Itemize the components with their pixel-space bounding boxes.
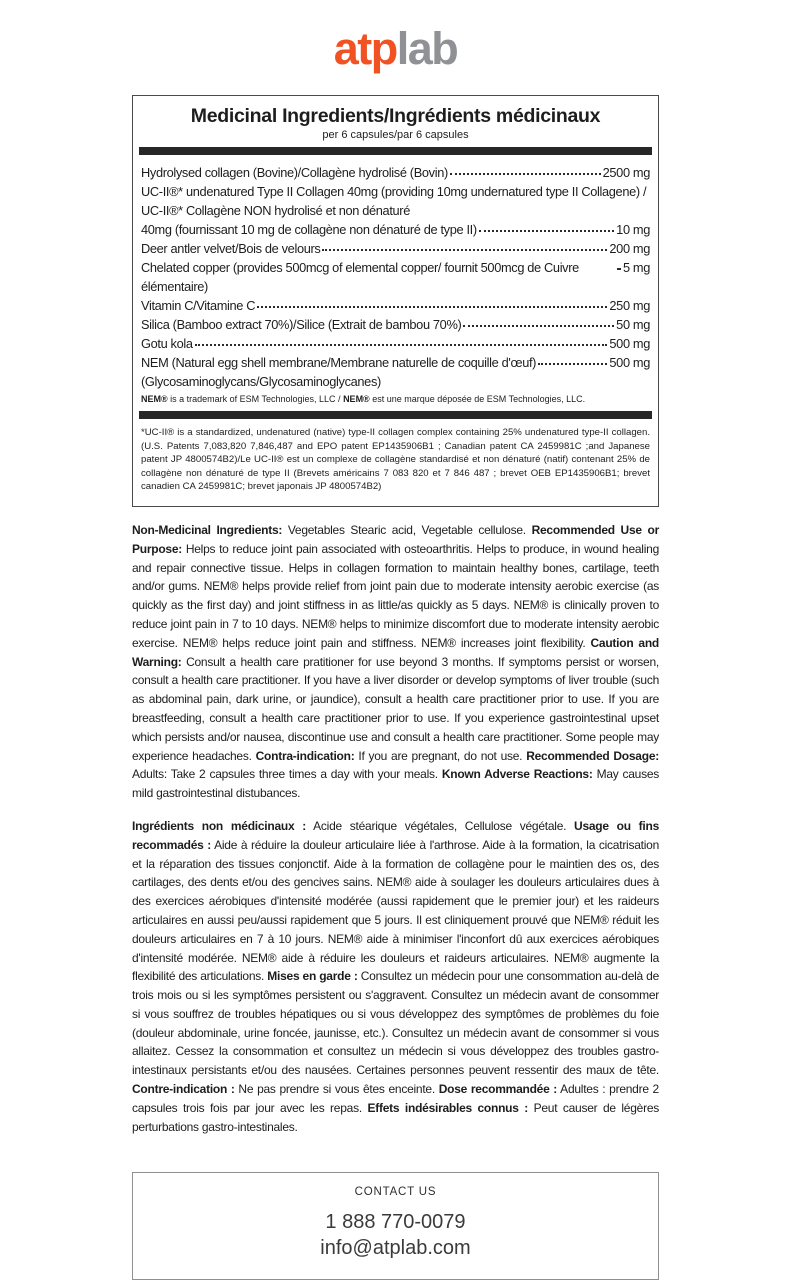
ingredient-amount: 50 mg bbox=[616, 317, 650, 332]
ingredient-amount: 200 mg bbox=[609, 241, 650, 256]
ingredient-label: Hydrolysed collagen (Bovine)/Collagène hydrolisé (Bovin) bbox=[141, 165, 448, 180]
logo-atp: atp bbox=[333, 23, 397, 74]
ingredient-pre-lines: UC-II®* undenatured Type II Collagen 40mg (providing 10mg undernatured type II Collagene) / UC-II®* Collagène NON hydrolisé et non dénaturé bbox=[141, 184, 647, 218]
ingredient-label: 40mg (fournissant 10 mg de collagène non dénaturé de type II) bbox=[141, 222, 477, 237]
content-column bbox=[132, 95, 659, 1280]
ingredient-row bbox=[141, 182, 650, 239]
ingredient-amount: 10 mg bbox=[616, 222, 650, 237]
ingredient-label: NEM (Natural egg shell membrane/Membrane naturelle de coquille d'œuf) bbox=[141, 355, 537, 370]
french-info-paragraph: Ingrédients non médicinaux : Acide stéarique végétales, Cellulose végétale. Usage ou fins recommadés : Aide à réduire la douleur articulaire liée à l'arthrose. Aide à la formation, la cicatrisation et la réparation des tissues conjonctif. Aide à la formation de collagène pour le maintien des os, des cartilages, des dents et/ou des gencives sains. NEM® aide à soulager les douleurs articulaires dues à des exercices aérobiques d'intensité modérée (aussi rapidement que le premier jour) et les raideurs articulaires en aussi peu/aussi rapidement que 5 jours. Il est cliniquement prouvé que NEM® réduit les douleurs articulaires en 7 à 10 jours. NEM® aide à minimiser l'inconfort dû aux exercices aérobiques d'intensité modérée. NEM® aide à réduire les douleurs et raideurs articulaires. NEM® augmente la flexibilité des articulations. Mises en garde : Consultez un médecin pour une consommation au-delà de trois mois ou si les symptômes persistent ou s'aggravent. Consultez un médecin avant de consommer si vous souffrez de troubles hépatiques ou si vous développez des symptômes de problèmes du foie (douleur abdominale, urine foncée, jaunisse, etc.). Consultez un médecin avant de consommer si vous allaitez. Cessez la consommation et consultez un médecin si vous développez des troubles gastro-intestinaux persistants et/ou des nausées. Certaines personnes peuvent ressentir des maux de tête. Contre-indication : Ne pas prendre si vous êtes enceinte. Dose recommandée : Adultes : prendre 2 capsules trois fois par jour avec les repas. Effets indésirables connus : Peut causer de légères perturbations gastro-intestinales. bbox=[132, 818, 660, 1134]
ingredient-leader-row bbox=[141, 239, 650, 258]
panel-subtitle: per 6 capsules/par 6 capsules bbox=[322, 129, 469, 141]
ingredient-row bbox=[141, 163, 650, 182]
ingredient-amount: 500 mg bbox=[609, 355, 650, 370]
contact-phone: 1 888 770-0079 bbox=[325, 1211, 466, 1234]
ingredient-leader-row bbox=[141, 334, 650, 353]
ucii-patent-footnote: *UC-II® is a standardized, undenatured (native) type-II collagen complex containing 25% undenatured type-II collagen. (U.S. Patents 7,083,820 7,846,487 and EPO patent EP1435906B1 ; Canadian patent CA 2459981C ;and Japanese patent JP 4800574B2)/Le UC-II® est un complexe de collagène standardisé et non dénaturé (natif) contenant 25% de collagène non dénaturé de type II (Brevets américains 7 083 820 et 7 846 487 ; brevet OEB EP1435906B1; brevet canadien CA 2459981C; brevet japonais JP 4800574B2) bbox=[141, 427, 650, 493]
ingredient-leader-row bbox=[141, 163, 650, 182]
ingredient-leader-row bbox=[141, 296, 650, 315]
ingredient-row bbox=[141, 296, 650, 315]
logo-lab: lab bbox=[396, 23, 458, 74]
ingredient-leader-row bbox=[141, 220, 650, 239]
panel-title: Medicinal Ingredients/Ingrédients médicinaux bbox=[190, 105, 601, 127]
nem-trademark-note: NEM® is a trademark of ESM Technologies, LLC / NEM® est une marque déposée de ESM Technologies, LLC. bbox=[141, 394, 586, 404]
ingredient-label: Chelated copper (provides 500mcg of elemental copper/ fournit 500mcg de Cuivre élémentaire) bbox=[141, 260, 579, 294]
ingredient-leader-row bbox=[141, 258, 650, 296]
ingredient-row bbox=[141, 258, 650, 296]
ingredient-row bbox=[141, 353, 650, 391]
atplab-logo bbox=[0, 23, 791, 74]
ingredient-leader-row bbox=[141, 315, 650, 334]
ingredient-label: Silica (Bamboo extract 70%)/Silice (Extrait de bambou 70%) bbox=[141, 317, 462, 332]
ingredient-label: Vitamin C/Vitamine C bbox=[141, 298, 256, 313]
ingredient-list bbox=[138, 161, 653, 391]
contact-heading: CONTACT US bbox=[354, 1186, 437, 1199]
ingredient-amount: 5 mg bbox=[622, 260, 650, 275]
ingredient-row bbox=[141, 315, 650, 334]
contact-email: info@atplab.com bbox=[320, 1237, 471, 1260]
english-info-paragraph: Non-Medicinal Ingredients: Vegetables Stearic acid, Vegetable cellulose. Recommended Use or Purpose: Helps to reduce joint pain associated with osteoarthritis. Helps to produce, in wound healing and repair connective tissue. Helps in collagen formation to maintain healthy bones, cartilage, teeth and/or gums. NEM® helps provide relief from joint pain due to moderate intensity aerobic exercise (as quickly as the first day) and joint stiffness in as little/as quickly as 5 days. NEM® is clinically proven to reduce joint pain in 7 to 10 days. NEM® helps to minimize discomfort due to moderate intensity aerobic exercise. NEM® helps reduce joint pain and stiffness. NEM® increases joint flexibility. Caution and Warning: Consult a health care pratitioner for use beyond 3 months. If symptoms persist or worsen, consult a health care practitioner. If you have a liver disorder or develop symptoms of liver trouble (such as abdominal pain, dark urine, or jaundice), consult a health care practitioner prior to use. If you are breastfeeding, consult a health care practitioner prior to use. If you experience gastrointestinal upset which persists and/or nausea, discontinue use and consult a health care practitioner. Some people may experience headaches. Contra-indication: If you are pregnant, do not use. Recommended Dosage: Adults: Take 2 capsules three times a day with your meals. Known Adverse Reactions: May causes mild gastrointestinal distubances. bbox=[132, 522, 660, 801]
ingredient-label: Deer antler velvet/Bois de velours bbox=[141, 241, 321, 256]
ingredient-amount: 500 mg bbox=[609, 336, 650, 351]
ingredient-row bbox=[141, 334, 650, 353]
ingredient-post-lines: (Glycosaminoglycans/Glycosaminoglycanes) bbox=[141, 374, 381, 389]
ingredient-leader-row bbox=[141, 353, 650, 372]
contact-box bbox=[132, 1172, 659, 1280]
ingredient-label: Gotu kola bbox=[141, 336, 193, 351]
ingredient-amount: 2500 mg bbox=[602, 165, 650, 180]
ingredient-amount: 250 mg bbox=[609, 298, 650, 313]
divider-bar-top bbox=[139, 147, 652, 155]
medicinal-ingredients-panel bbox=[132, 95, 659, 507]
ingredient-row bbox=[141, 239, 650, 258]
divider-bar-bottom bbox=[139, 411, 652, 419]
